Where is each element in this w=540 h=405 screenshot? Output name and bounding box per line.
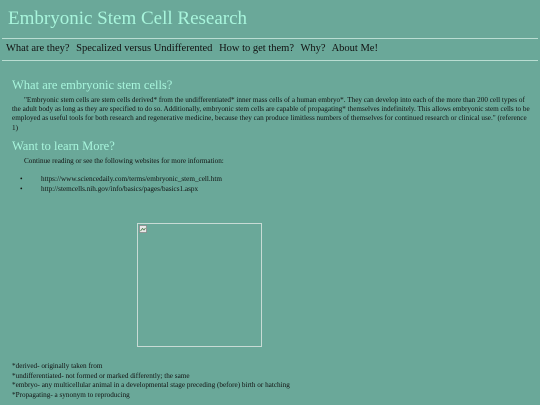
list-item <box>20 175 222 185</box>
nav-item-about-me[interactable]: About Me! <box>331 43 378 54</box>
nav-item-how-to-get-them[interactable]: How to get them? <box>219 43 295 54</box>
bullet-icon: • <box>20 175 23 183</box>
main-nav <box>6 43 382 54</box>
footnote-derived: *derived- originally taken from <box>12 362 103 370</box>
bullet-icon: • <box>20 184 23 193</box>
resource-link-list <box>20 175 222 194</box>
definition-paragraph: "Embryonic stem cells are stem cells derived* from the undifferentiated* inner mass cells of a human embryo*. They can develop into each of the more than 200 cell types of the adult body as long as they are specified to do so. Additionally, embryonic stem cells are capable of propagating* themselves indefinitely. This allows embryonic stem cells to be employed as useful tools for both research and regenerative medicine, because they can produce limitless numbers of themselves for continued research or clinical use." (reference 1) <box>12 96 530 132</box>
nav-item-what-are-they[interactable]: What are they? <box>6 43 70 54</box>
broken-image-frame <box>137 223 262 347</box>
nav-bottom-divider <box>2 60 538 61</box>
broken-image-icon <box>139 225 147 233</box>
continue-reading-text: Continue reading or see the following websites for more information: <box>24 157 224 165</box>
nih-stemcells-link[interactable]: http://stemcells.nih.gov/info/basics/pages/basics1.aspx <box>41 184 199 193</box>
nav-top-divider <box>2 38 538 39</box>
what-heading: What are embryonic stem cells? <box>12 78 173 92</box>
footnote-propagating: *Propagating- a synonym to reproducing <box>12 390 130 399</box>
list-item <box>20 185 222 195</box>
glossary-footnotes <box>12 362 290 400</box>
sciencedaily-link[interactable]: https://www.sciencedaily.com/terms/embryonic_stem_cell.htm <box>41 175 222 183</box>
nav-item-why[interactable]: Why? <box>300 43 326 54</box>
footnote-embryo: *embryo- any multicellular animal in a developmental stage preceding (before) birth or hatching <box>12 381 290 389</box>
footnote-undifferentiated: *undifferentiated- not formed or marked differently; the same <box>12 371 190 380</box>
learn-more-heading: Want to learn More? <box>12 139 115 153</box>
nav-item-specialized-vs-undifferentiated[interactable]: Specalized versus Undifferented <box>76 43 213 54</box>
site-title: Embryonic Stem Cell Research <box>8 8 248 29</box>
